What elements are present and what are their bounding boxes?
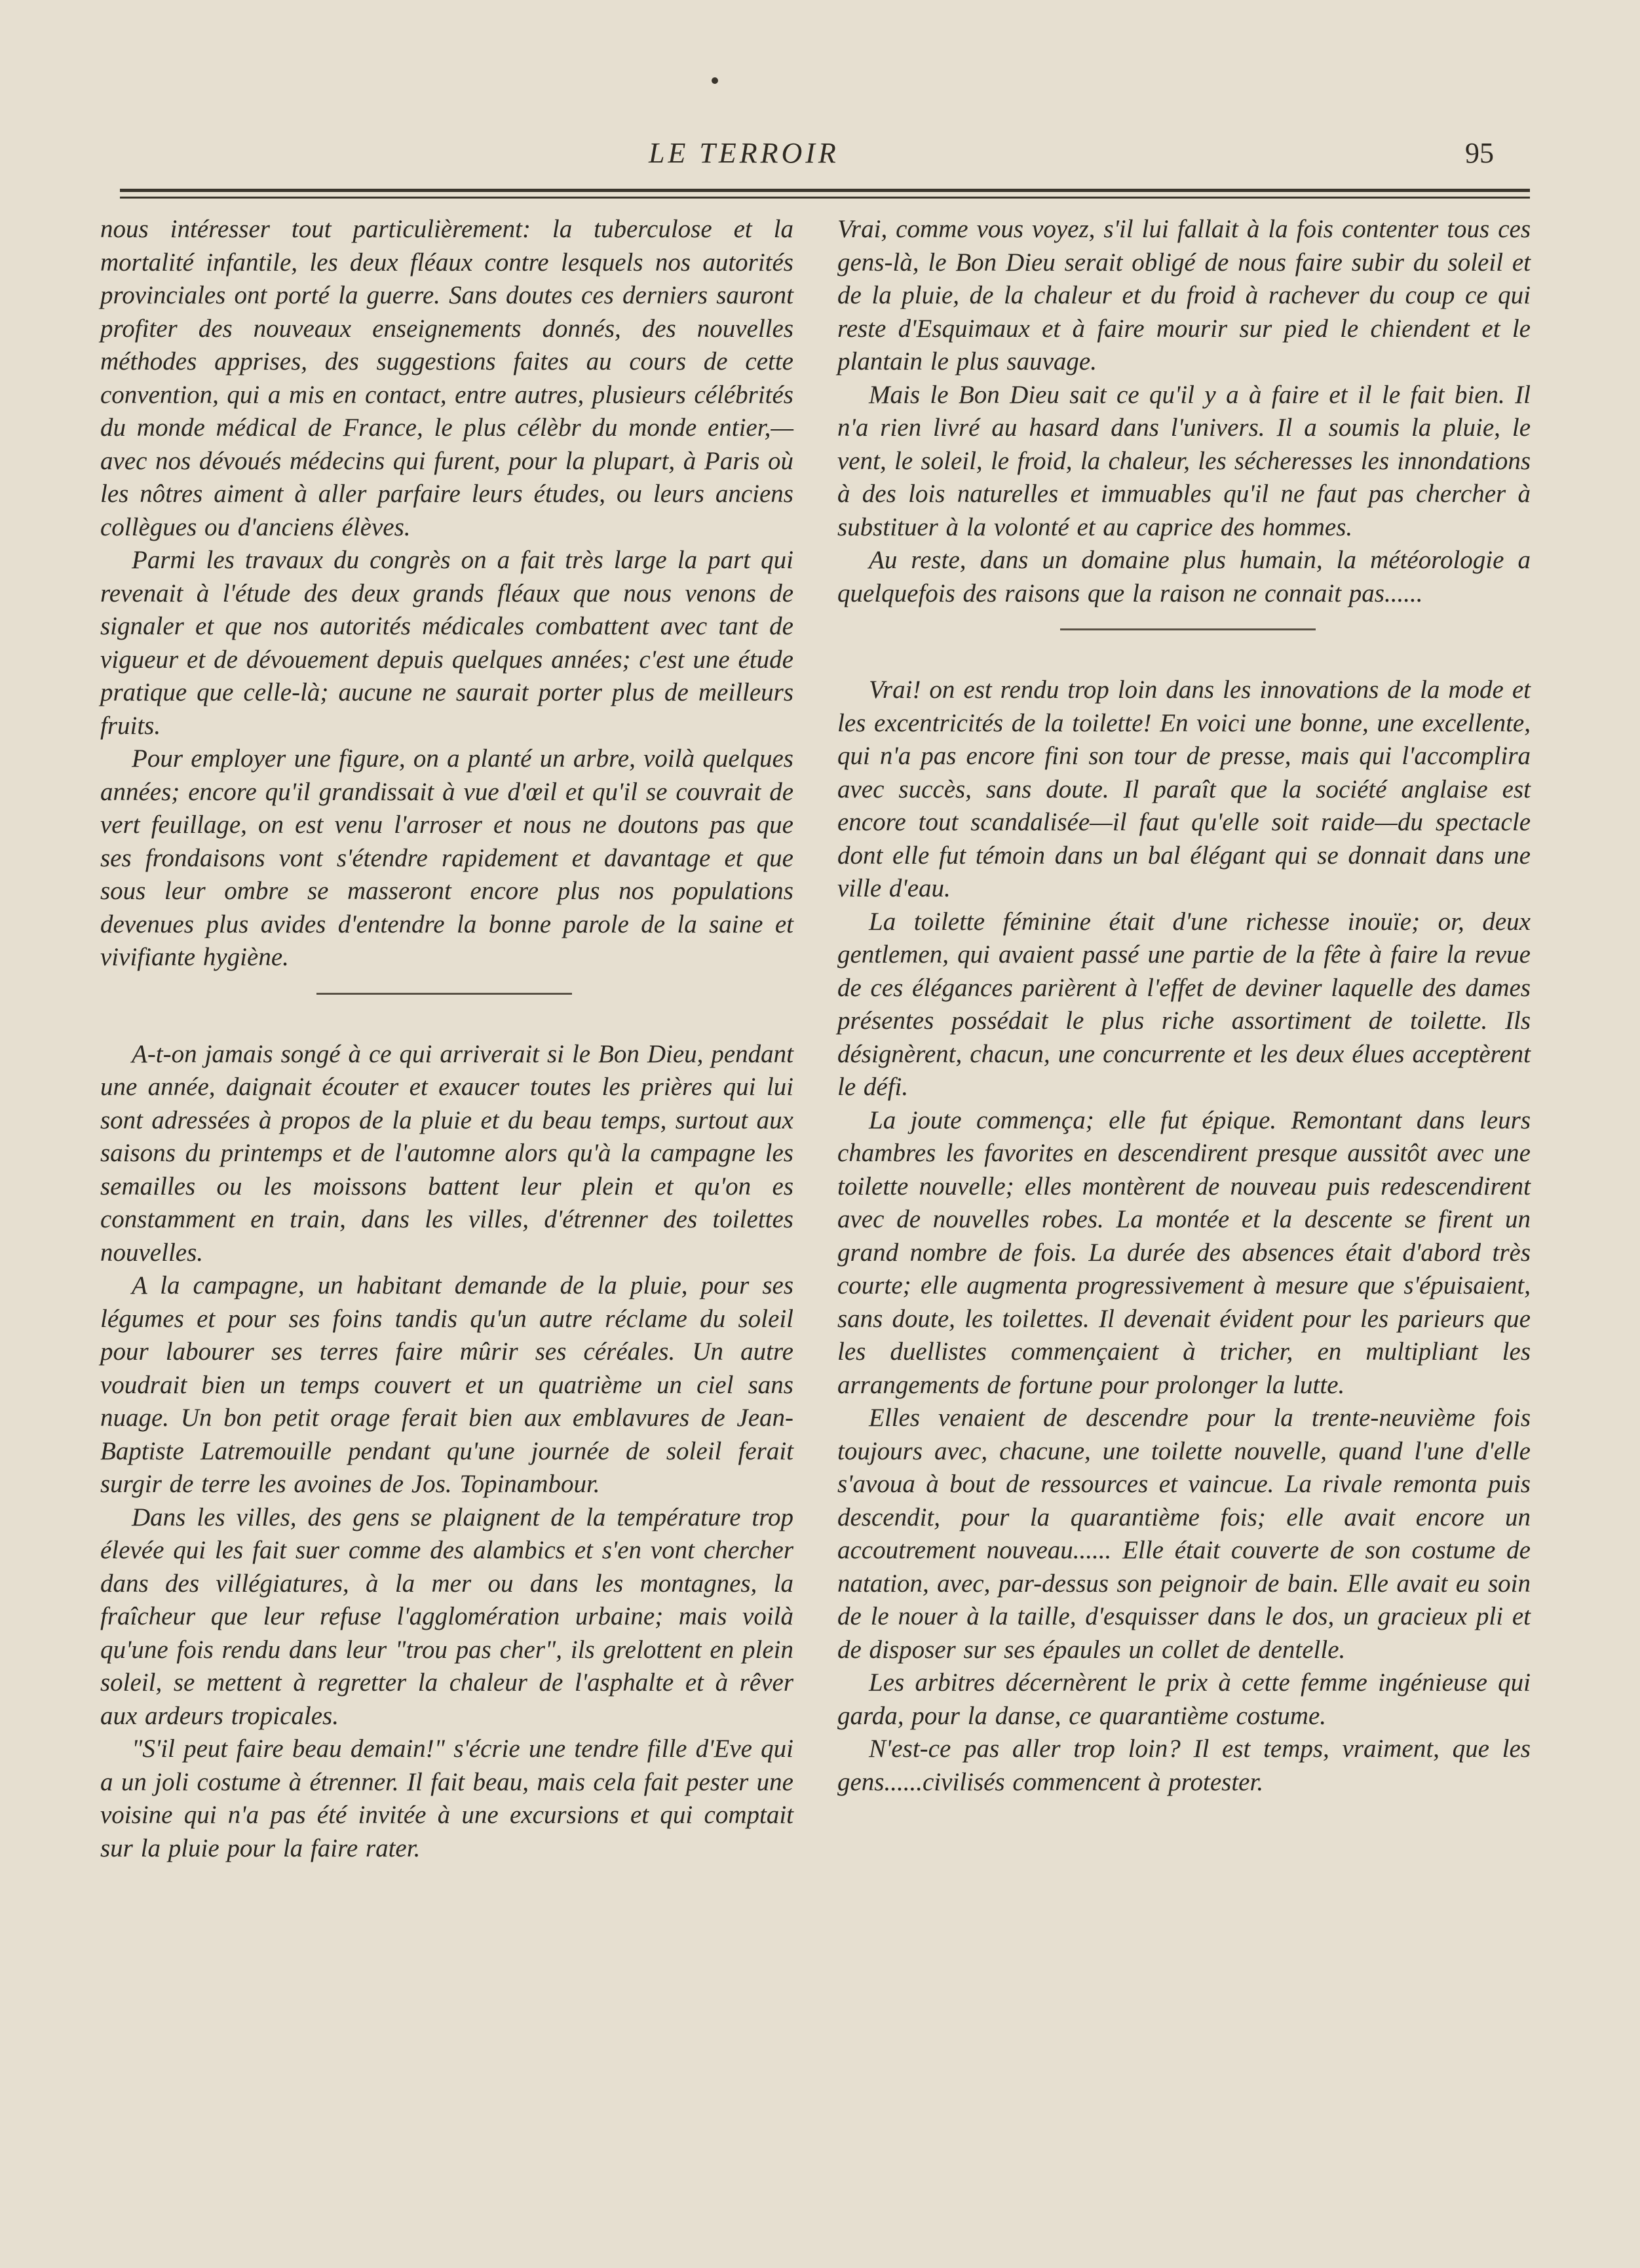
- running-head: LE TERROIR: [649, 137, 839, 169]
- paragraph: Pour employer une figure, on a planté un arbre, voilà quelques années; encore qu'il grandissait à vue d'œil et qu'il se couvrait de vert feuillage, on est venu l'arroser et nous ne doutons pas que ses frondaisons vont s'étendre rapidement et davantage et que sous leur ombre se masseront encore plus nos populations devenues plus avides d'entendre la bonne parole de la saine et vivifiante hygiène.: [100, 744, 793, 971]
- paragraph: Au reste, dans un domaine plus humain, la météorologie a quelquefois des raisons que la raison ne connait pas......: [837, 546, 1531, 607]
- paragraph: A la campagne, un habitant demande de la pluie, pour ses légumes et pour ses foins tandis qu'un autre réclame du soleil pour labourer ses terres faire mûrir ses céréales. Un autre voudrait bien un temps couvert et un quatrième un ciel sans nuage. Un bon petit orage ferait bien aux emblavures de Jean-Baptiste Latremouille pendant qu'une journée de soleil ferait surgir de terre les avoines de Jos. Topinambour.: [100, 1271, 793, 1498]
- section-separator: [837, 610, 1531, 613]
- paragraph: Les arbitres décernèrent le prix à cette femme ingénieuse qui garda, pour la danse, ce quarantième costume.: [837, 1668, 1531, 1730]
- paragraph: "S'il peut faire beau demain!" s'écrie une tendre fille d'Eve qui a un joli costume à étrenner. Il fait beau, mais cela fait pester une voisine qui n'a pas été invitée à une excursions et qui comptait sur la pluie pour la faire rater.: [100, 1735, 793, 1862]
- right-column: [837, 213, 1531, 1799]
- paragraph: Mais le Bon Dieu sait ce qu'il y a à faire et il le fait bien. Il n'a rien livré au hasard dans l'univers. Il a soumis la pluie, le vent, le soleil, le froid, la chaleur, les sécheresses les innondations à des lois naturelles et immuables qu'il ne faut pas chercher à substituer à la volonté et au caprice des hommes.: [837, 380, 1531, 541]
- left-column: [100, 213, 793, 1865]
- header-rule: [120, 189, 1530, 192]
- paragraph: N'est-ce pas aller trop loin? Il est temps, vraiment, que les gens......civilisés commencent à protester.: [837, 1735, 1531, 1796]
- paragraph: Dans les villes, des gens se plaignent de la température trop élevée qui les fait suer comme des alambics et s'en vont chercher dans des villégiatures, à la mer ou dans les montagnes, la fraîcheur que leur refuse l'agglomération urbaine; mais voilà qu'une fois rendu dans leur "trou pas cher", ils grelottent en plein soleil, se mettent à regretter la chaleur de l'asphalte et à rêver aux ardeurs tropicales.: [100, 1503, 793, 1730]
- section-separator: [100, 974, 793, 977]
- page-number: 95: [1465, 137, 1494, 169]
- paragraph: Elles venaient de descendre pour la trente-neuvième fois toujours avec, chacune, une toilette nouvelle, quand l'une d'elle s'avoua à bout de ressources et vaincue. La rivale remonta puis descendit, pour la quarantième fois; elle avait encore un accoutrement nouveau...... Elle était couverte de son costume de natation, avec, par-dessus son peignoir de bain. Elle avait eu soin de le nouer à la taille, d'esquisser dans le dos, un gracieux pli et de disposer sur ses épaules un collet de dentelle.: [837, 1404, 1531, 1664]
- printer-dot: [712, 77, 718, 84]
- paragraph: Vrai! on est rendu trop loin dans les innovations de la mode et les excentricités de la toilette! En voici une bonne, une excellente, qui n'a pas encore fini son tour de presse, mais qui l'accomplira avec succès, sans doute. Il paraît que la société anglaise est encore tout scandalisée—il faut qu'elle soit raide—du spectacle dont elle fut témoin dans un bal élégant qui se donnait dans une ville d'eau.: [837, 676, 1531, 902]
- paragraph: La joute commença; elle fut épique. Remontant dans leurs chambres les favorites en descendirent presque aussitôt avec une toilette nouvelle; elles montèrent de nouveau puis redescendirent avec de nouvelles robes. La montée et la descente se firent un grand nombre de fois. La durée des absences était d'abord très courte; elle augmenta progressivement à mesure que s'épuisaient, sans doute, les toilettes. Il devenait évident pour les parieurs que les duellistes commençaient à tricher, en multipliant les arrangements de fortune pour prolonger la lutte.: [837, 1105, 1531, 1399]
- header-rule-thin: [120, 197, 1530, 199]
- paragraph: nous intéresser tout particulièrement: la tuberculose et la mortalité infantile, les deux fléaux contre lesquels nos autorités provinciales ont porté la guerre. Sans doutes ces derniers sauront profiter des nouveaux enseignements donnés, des nouvelles méthodes apprises, des suggestions faites au cours de cette convention, qui a mis en contact, entre autres, plusieurs célébrités du monde médical de France, le plus célèbr du monde entier,—avec nos dévoués médecins qui furent, pour la plupart, à Paris où les nôtres aiment à aller parfaire leurs études, ou leurs anciens collègues ou d'anciens élèves.: [100, 215, 793, 541]
- paragraph: Parmi les travaux du congrès on a fait très large la part qui revenait à l'étude des deux grands fléaux que nous venons de signaler et que nos autorités médicales combattent avec tant de vigueur et de dévouement depuis quelques années; c'est une étude pratique que celle-là; aucune ne saurait porter plus de meilleurs fruits.: [100, 546, 793, 740]
- paragraph: Vrai, comme vous voyez, s'il lui fallait à la fois contenter tous ces gens-là, le Bon Dieu serait obligé de nous faire subir du soleil et de la pluie, de la chaleur et du froid à rachever du coup ce qui reste d'Esquimaux et à faire mourir sur pied le chiendent et le plantain le plus sauvage.: [837, 215, 1531, 375]
- paragraph: A-t-on jamais songé à ce qui arriverait si le Bon Dieu, pendant une année, daignait écouter et exaucer toutes les prières qui lui sont adressées à propos de la pluie et du beau temps, surtout aux saisons du printemps et de l'automne alors qu'à la campagne les semailles ou les moissons battent leur plein et qu'on es constamment en train, dans les villes, d'étrenner des toilettes nouvelles.: [100, 1039, 793, 1267]
- paragraph: La toilette féminine était d'une richesse inouïe; or, deux gentlemen, qui avaient passé une partie de la fête à faire la revue de ces élégances parièrent à l'effet de deviner laquelle des dames présentes possédait le plus riche assortiment de toilette. Ils désignèrent, chacun, une concurrente et les deux élues acceptèrent le défi.: [837, 907, 1531, 1101]
